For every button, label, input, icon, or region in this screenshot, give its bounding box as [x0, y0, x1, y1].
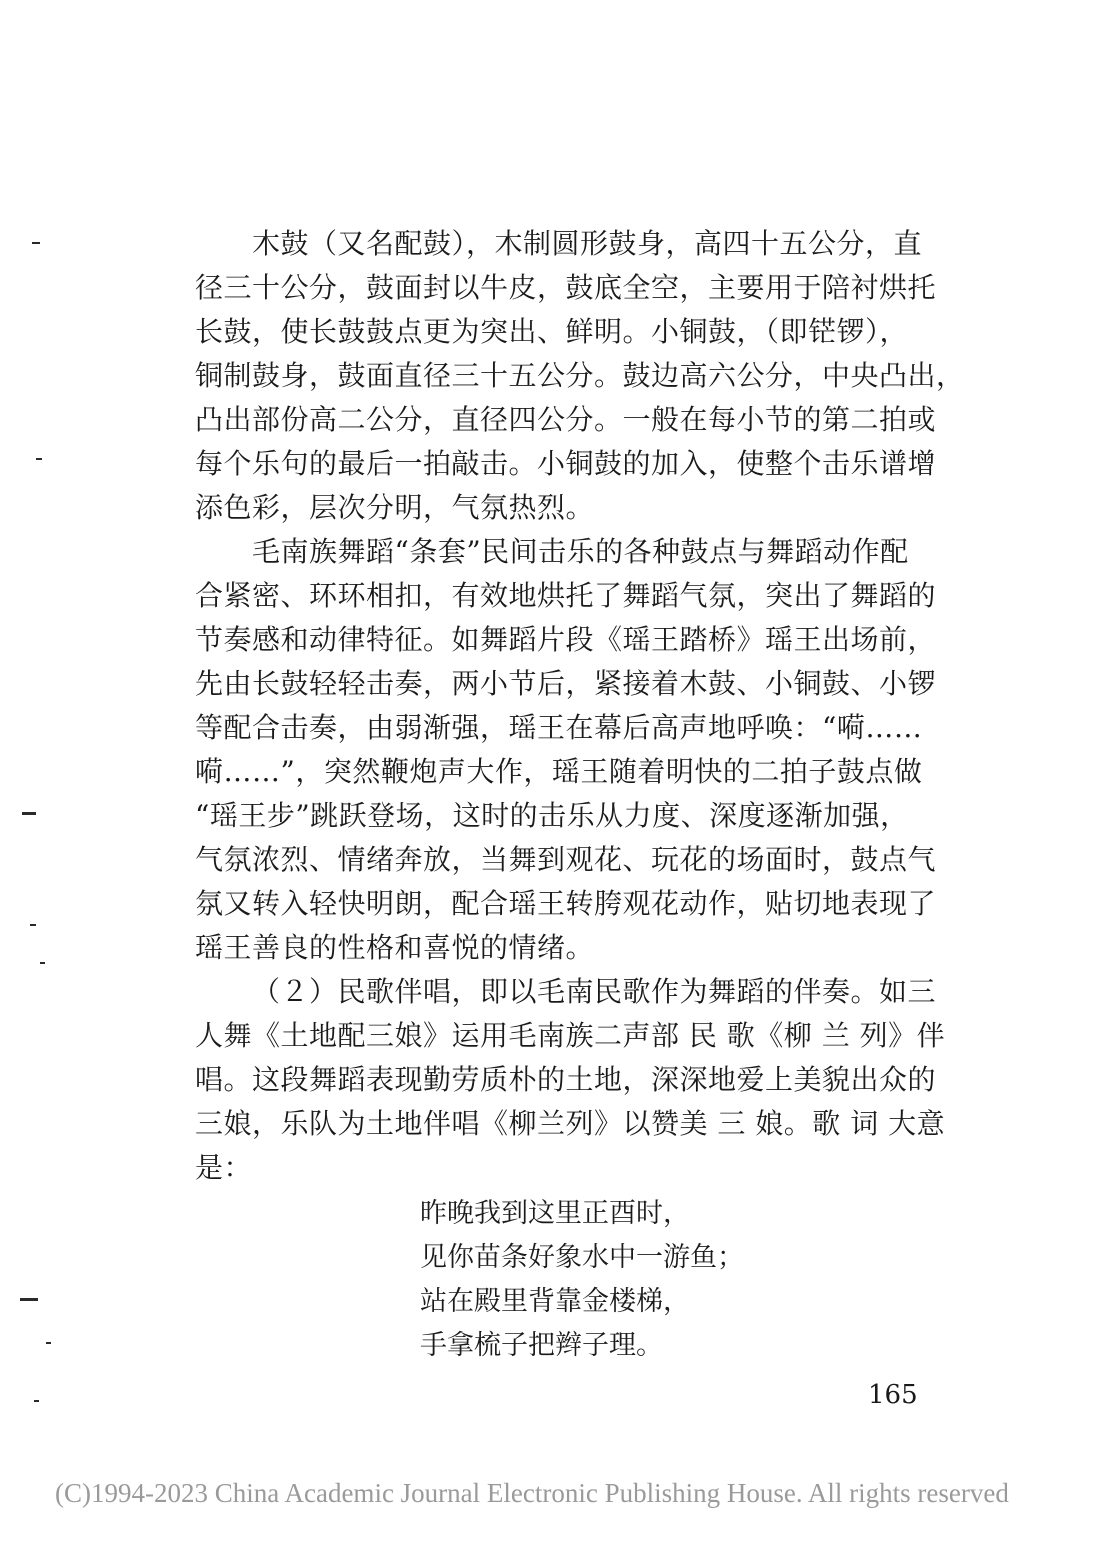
- paragraph-3-line-2: 人舞《土地配三娘》运用毛南族二声部 民 歌《柳 兰 列》伴: [195, 1019, 946, 1052]
- paragraph-1-line-6: 每个乐句的最后一拍敲击。小铜鼓的加入，使整个击乐谱增: [195, 447, 937, 480]
- poem-line-1: 昨晚我到这里正酉时，: [420, 1198, 690, 1229]
- paragraph-2-line-5: 等配合击奏，由弱渐强，瑶王在幕后高声地呼唤：“嗬……: [195, 711, 923, 744]
- paragraph-1-line-1: 木鼓（又名配鼓），木制圆形鼓身，高四十五公分，直: [252, 227, 923, 260]
- scan-mark: [22, 812, 36, 815]
- scan-mark: [34, 1400, 39, 1402]
- paragraph-3-line-1: （２）民歌伴唱，即以毛南民歌作为舞蹈的伴奏。如三: [252, 975, 937, 1008]
- scan-mark: [30, 924, 36, 926]
- paragraph-2-line-9: 氛又转入轻快明朗，配合瑶王转胯观花动作，贴切地表现了: [195, 887, 937, 920]
- paragraph-3-line-5: 是：: [195, 1151, 253, 1184]
- paragraph-1-line-2: 径三十公分，鼓面封以牛皮，鼓底全空，主要用于陪衬烘托: [195, 271, 937, 304]
- paragraph-3-line-4: 三娘，乐队为土地伴唱《柳兰列》以赞美 三 娘。歌 词 大意: [195, 1107, 946, 1140]
- scan-mark: [20, 1298, 38, 1301]
- paragraph-3-line-3: 唱。这段舞蹈表现勤劳质朴的土地，深深地爱上美貌出众的: [195, 1063, 937, 1096]
- paragraph-1-line-7: 添色彩，层次分明，气氛热烈。: [195, 491, 595, 524]
- paragraph-2-line-6: 嗬……”，突然鞭炮声大作，瑶王随着明快的二拍子鼓点做: [195, 755, 923, 788]
- paragraph-2-line-2: 合紧密、环环相扣，有效地烘托了舞蹈气氛，突出了舞蹈的: [195, 579, 937, 612]
- paragraph-2-line-10: 瑶王善良的性格和喜悦的情绪。: [195, 931, 595, 964]
- scan-mark: [40, 962, 45, 964]
- paragraph-2-line-8: 气氛浓烈、情绪奔放，当舞到观花、玩花的场面时，鼓点气: [195, 843, 937, 876]
- poem-line-2: 见你苗条好象水中一游鱼；: [420, 1242, 744, 1273]
- scan-mark: [32, 242, 40, 244]
- poem-line-4: 手拿梳子把辫子理。: [420, 1330, 663, 1361]
- paragraph-1-line-5: 凸出部份高二公分，直径四公分。一般在每小节的第二拍或: [195, 403, 937, 436]
- scan-mark: [36, 458, 42, 460]
- paragraph-2-line-4: 先由长鼓轻轻击奏，两小节后，紧接着木鼓、小铜鼓、小锣: [195, 667, 937, 700]
- paragraph-2-line-1: 毛南族舞蹈“条套”民间击乐的各种鼓点与舞蹈动作配: [252, 535, 909, 568]
- paragraph-2-line-3: 节奏感和动律特征。如舞蹈片段《瑶王踏桥》瑶王出场前，: [195, 623, 937, 656]
- paragraph-1-line-3: 长鼓，使长鼓鼓点更为突出、鲜明。小铜鼓，（即铓锣），: [195, 315, 909, 348]
- page-number: 165: [868, 1380, 918, 1410]
- poem-line-3: 站在殿里背靠金楼梯，: [420, 1286, 690, 1317]
- scan-mark: [46, 1342, 51, 1344]
- paragraph-2-line-7: “瑶王步”跳跃登场，这时的击乐从力度、深度逐渐加强，: [195, 799, 909, 832]
- paragraph-1-line-4: 铜制鼓身，鼓面直径三十五公分。鼓边高六公分，中央凸出，: [195, 359, 965, 392]
- copyright-footer: (C)1994-2023 China Academic Journal Electronic Publishing House. All rights reserved: [55, 1478, 1009, 1508]
